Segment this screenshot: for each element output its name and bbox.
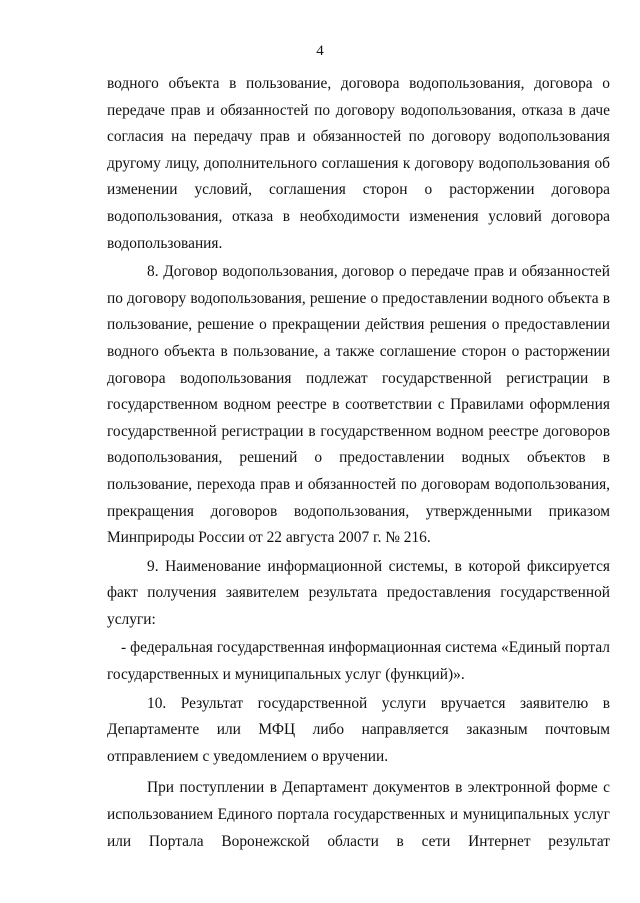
page-number: 4 [316,43,324,59]
paragraph-continuation: водного объекта в пользование, договора водопользования, договора о передаче прав и обязанностей по договору водопользования, отказа в даче согласия на передачу прав и обязанностей по договору водопользования другому лицу, дополнительного соглашения к договору водопользования об изменении условий, соглашения сторон о расторжении договора водопользования, отказа в необходимости изменения условий договора водопользования. [107,75,610,252]
document-body [107,71,610,855]
paragraph-item-10: 10. Результат государственной услуги вручается заявителю в Департаменте или МФЦ либо направляется заказным почтовым отправлением с уведомлением о вручении. [107,694,610,765]
paragraph-item-8: 8. Договор водопользования, договор о передаче прав и обязанностей по договору водопользования, решение о предоставлении водного объекта в пользование, решение о прекращении действия решения о предоставлении водного объекта в пользование, а также соглашение сторон о расторжении договора водопользования подлежат государственной регистрации в государственном водном реестре в соответствии с Правилами оформления государственной регистрации в государственном водном реестре договоров водопользования, решений о предоставлении водных объектов в пользование, перехода прав и обязанностей по договорам водопользования, прекращения договоров водопользования, утвержденными приказом Минприроды России от 22 августа 2007 г. № 216. [107,263,610,547]
paragraph-list-item: - федеральная государственная информационная система «Единый портал государственных и муниципальных услуг (функций)». [107,639,610,684]
paragraph-electronic-submission: При поступлении в Департамент документов в электронной форме с использованием Единого портала государственных и муниципальных услуг или Портала Воронежской области в сети Интернет результат [107,779,610,850]
paragraph-item-9: 9. Наименование информационной системы, в которой фиксируется факт получения заявителем результата предоставления государственной услуги: [107,557,610,628]
